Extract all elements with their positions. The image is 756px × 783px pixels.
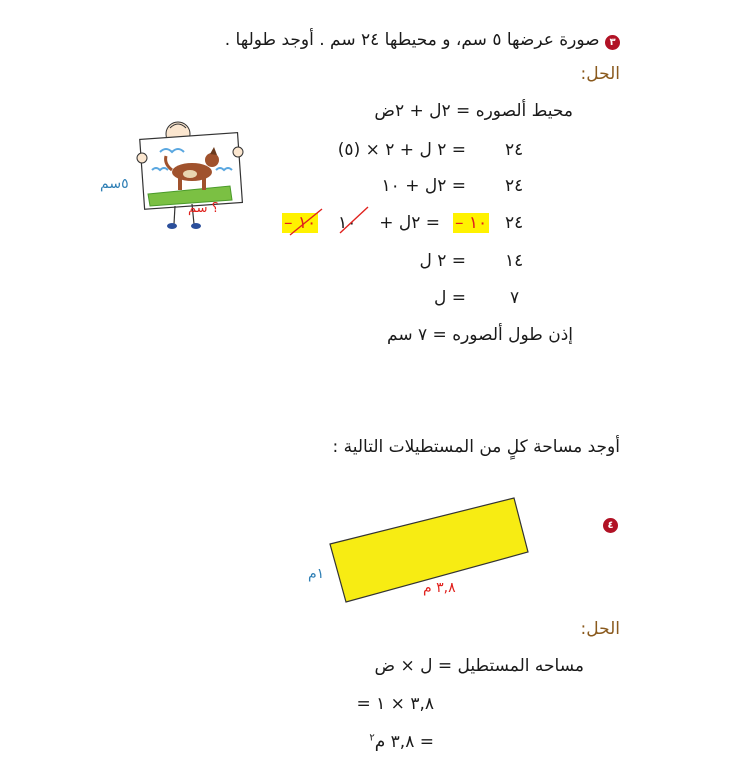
problem-3-number-badge: ٣	[605, 35, 620, 50]
area-formula: مساحه المستطيل = ل × ض	[374, 656, 584, 676]
step4-lhs: ١٤	[505, 251, 524, 271]
step5-lhs: ٧	[510, 288, 520, 308]
step3-mid: = ٢ل +	[379, 213, 440, 233]
rectangle-side-label: ١م	[308, 566, 325, 582]
area-step2	[369, 732, 434, 752]
cancel-slash-icon	[338, 213, 362, 235]
solution-4-label: الحل:	[580, 619, 620, 639]
step3-lhs: ٢٤	[505, 213, 524, 233]
step3-minus-left	[453, 213, 489, 233]
picture-length-label: ؟ سم	[188, 201, 219, 216]
solution-3-conclusion: إذن طول ألصوره = ٧ سم	[387, 325, 573, 345]
area-step2-value: = ٣,٨ م	[374, 732, 434, 752]
area-step1: = ٣,٨ × ١	[356, 694, 434, 714]
picture-width-label: ٥سم	[100, 176, 129, 192]
step3-minus-right	[282, 213, 318, 233]
cancel-slash-icon	[282, 213, 322, 235]
step3-cancelled-ten	[338, 213, 356, 233]
problem-4-number: ٤	[603, 518, 618, 533]
step3-minus-left-highlight: – ١٠	[455, 213, 488, 233]
problem-3-text: صورة عرضها ٥ سم، و محيطها ٢٤ سم . أوجد طولها .	[224, 30, 600, 50]
problem-4-number-badge	[603, 513, 618, 533]
area-step2-squared: ٢	[369, 732, 375, 744]
step3-minus-right-highlight: – ١٠	[284, 213, 317, 233]
step3-cancel-wrap	[338, 213, 356, 233]
step2-rhs: = ٢ل + ١٠	[381, 176, 466, 196]
step3-minus-right-wrap	[282, 213, 318, 233]
perimeter-formula: محيط ألصوره = ٢ل + ٢ض	[374, 101, 573, 121]
step4-rhs: = ٢ ل	[419, 251, 466, 271]
problem-3-question	[225, 30, 620, 50]
step5-rhs: = ل	[434, 288, 466, 308]
problem-4-heading: أوجد مساحة كلٍ من المستطيلات التالية :	[332, 437, 620, 457]
step3-cancel-value: ١٠	[338, 213, 357, 233]
solution-3-label: الحل:	[580, 64, 620, 84]
rectangle-length-label: ٣,٨ م	[423, 580, 456, 596]
step1-lhs: ٢٤	[505, 140, 524, 160]
step2-lhs: ٢٤	[505, 176, 524, 196]
step1-rhs: = ٢ ل + ٢ × (٥)	[337, 140, 466, 160]
